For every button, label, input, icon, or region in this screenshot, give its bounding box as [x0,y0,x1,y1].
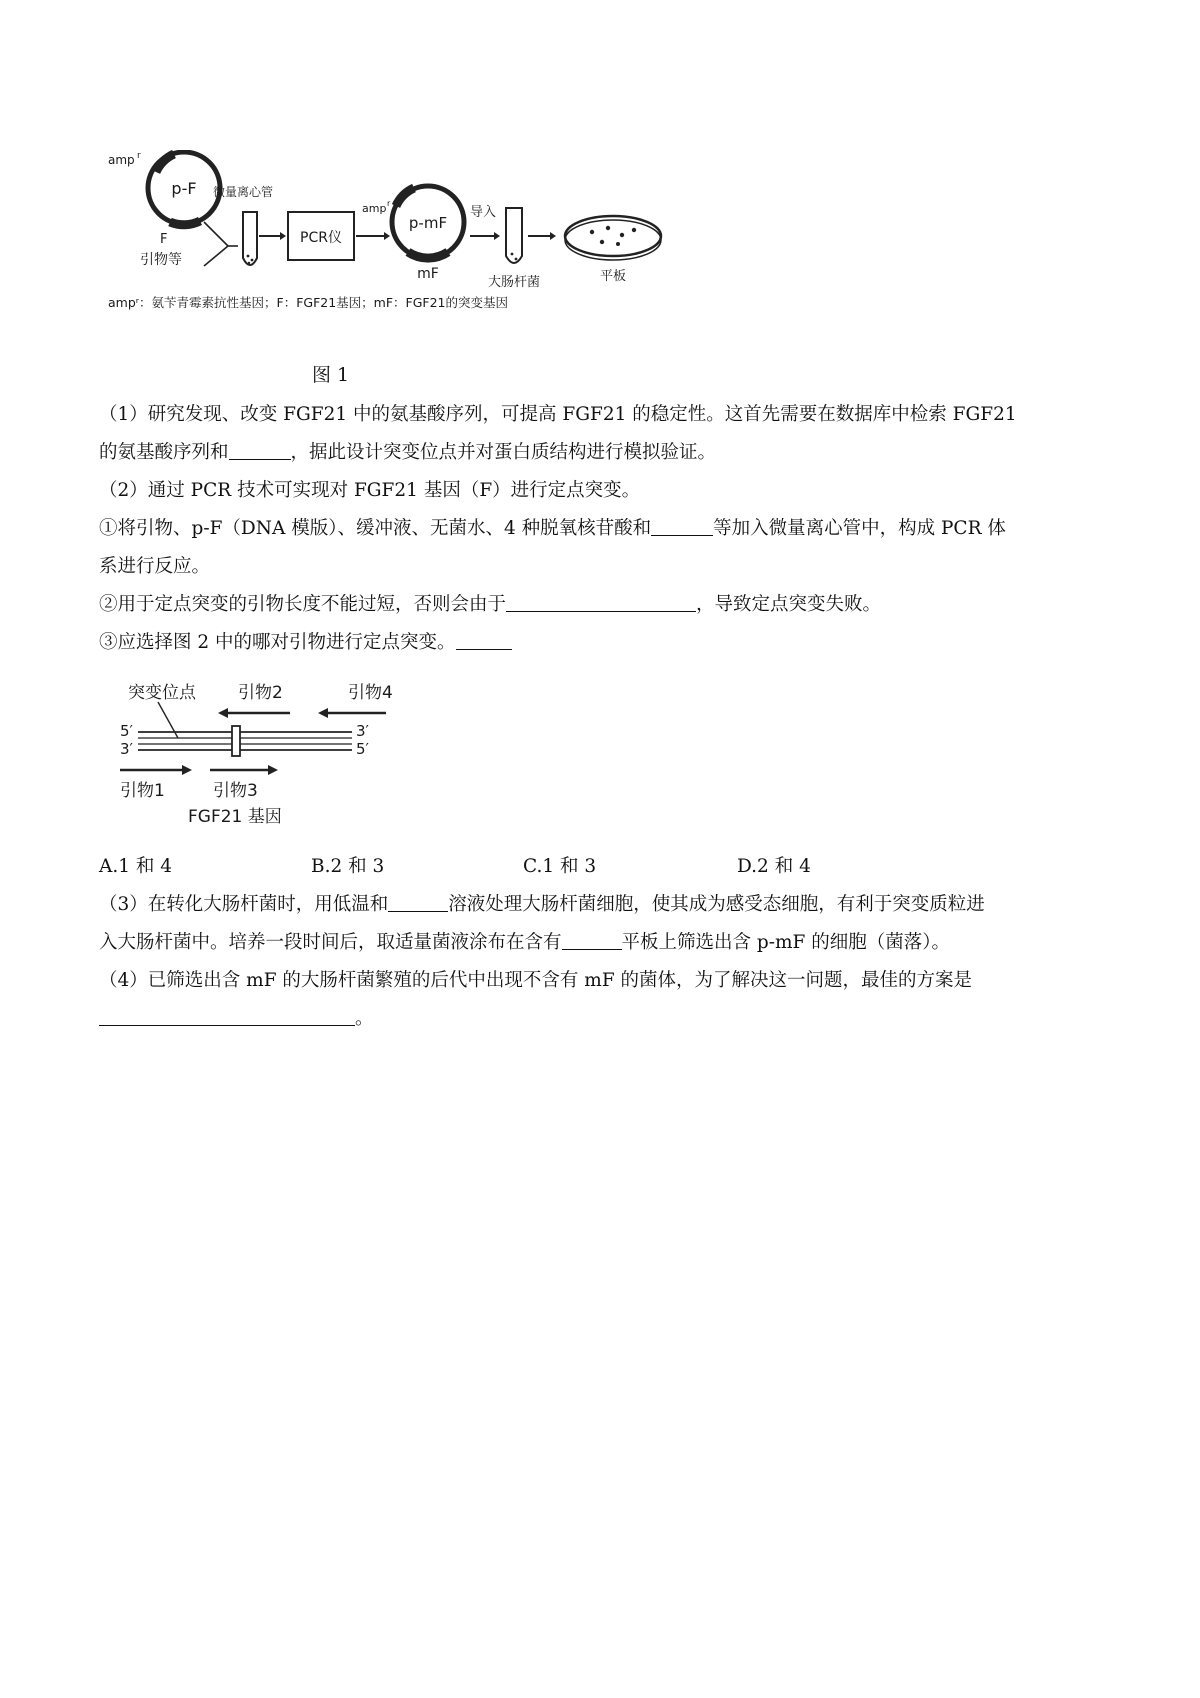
ampr-segment-2 [396,188,414,206]
q4-end-mark: 。 [355,1008,374,1029]
figure-1-legend: ampʳ：氨苄青霉素抗性基因；F：FGF21基因；mF：FGF21的突变基因 [108,295,509,310]
answer-blank-1[interactable] [229,439,291,460]
ampr-sup-2: r [387,199,391,208]
q3-text-a: （3）在转化大肠杆菌时，用低温和 [99,894,389,915]
bottom-strand-5prime: 5′ [356,740,369,758]
plate-label: 平板 [599,269,627,284]
question-2-step-2 [99,586,1111,624]
gene-f-segment [170,221,200,225]
ampr-label-1: amp [108,153,135,167]
ampr-segment-1 [156,154,174,172]
question-2-step-1 [99,510,1111,548]
petri-plate [565,216,661,256]
question-2-step-1-cont: 系进行反应。 [99,556,211,577]
figure-1-diagram [108,150,748,340]
answer-blank-2[interactable] [651,515,713,536]
q2-s3-text: ③应选择图 2 中的哪对引物进行定点突变。 [99,632,456,653]
primer-3-label: 引物3 [213,781,258,801]
q2-s2-text-a: ②用于定点突变的引物长度不能过短，否则会由于 [99,594,507,615]
q1-text-a: 的氨基酸序列和 [99,442,229,463]
question-2 [99,472,1111,662]
plasmid-pmf-label: p-mF [408,214,448,232]
top-strand-5prime: 5′ [120,722,133,740]
answer-blank-5[interactable] [388,891,448,912]
answer-blank-4[interactable] [456,629,512,650]
question-3-line-1 [99,886,1111,924]
mutation-site-label: 突变位点 [128,683,196,703]
primer-4-label: 引物4 [348,683,393,703]
question-4 [99,962,1111,1038]
q1-text-b: ，据此设计突变位点并对蛋白质结构进行模拟验证。 [290,442,717,463]
question-4-line-1: （4）已筛选出含 mF 的大肠杆菌繁殖的后代中出现不含有 mF 的菌体，为了解决这一问题，最佳的方案是 [99,970,973,991]
figure-1-caption: 图 1 [312,364,350,386]
figure-2-diagram [118,678,418,830]
question-1 [99,396,1111,472]
gene-mf-label: mF [417,266,439,282]
q2-s1-text-a: ①将引物、p-F（DNA 模版）、缓冲液、无菌水、4 种脱氧核苷酸和 [99,518,652,539]
q3-text-c: 入大肠杆菌中。培养一段时间后，取适量菌液涂布在含有 [99,932,562,953]
microtube-shape [243,212,257,265]
q2-s2-text-b: ，导致定点突变失败。 [696,594,882,615]
option-d[interactable]: D.2 和 4 [737,856,811,877]
question-3-line-2 [99,924,1111,962]
figure-1-svg [108,150,748,340]
primer-1-label: 引物1 [120,781,165,801]
plasmid-pf-label: p-F [171,179,197,198]
option-a[interactable]: A.1 和 4 [99,856,173,877]
import-label: 导入 [470,205,497,220]
pcr-machine-label: PCR仪 [300,230,342,246]
bottom-strand-3prime: 3′ [120,740,133,758]
q2-s1-text-b: 等加入微量离心管中，构成 PCR 体 [713,518,1006,539]
answer-blank-7[interactable] [99,1005,355,1026]
top-strand-3prime: 3′ [356,722,369,740]
gene-mf-segment [408,252,448,258]
microtube-label: 微量离心管 [213,185,274,199]
q3-text-d: 平板上筛选出含 p-mF 的细胞（菌落）。 [621,932,951,953]
primers-label: 引物等 [140,252,182,268]
ampr-label-2: amp [362,202,387,215]
ecoli-label: 大肠杆菌 [487,275,541,290]
ecoli-tube [506,208,522,263]
figure-2-svg [118,678,418,830]
ampr-sup-1: r [137,151,141,161]
mutation-site-box [232,726,240,756]
option-c[interactable]: C.1 和 3 [523,856,597,877]
question-2-intro: （2）通过 PCR 技术可实现对 FGF21 基因（F）进行定点突变。 [99,480,641,501]
gene-f-label: F [160,232,168,247]
question-2-step-3 [99,624,1111,662]
q3-text-b: 溶液处理大肠杆菌细胞，使其成为感受态细胞，有利于突变质粒进 [448,894,985,915]
fgf21-gene-label: FGF21 基因 [188,807,282,827]
answer-blank-6[interactable] [562,929,622,950]
option-b[interactable]: B.2 和 3 [311,856,385,877]
answer-blank-3[interactable] [506,591,696,612]
question-1-line-2 [99,434,1111,472]
primer-2-label: 引物2 [238,683,283,703]
question-3 [99,886,1111,962]
question-1-line-1: （1）研究发现、改变 FGF21 中的氨基酸序列，可提高 FGF21 的稳定性。这首先需要在数据库中检索 FGF21 [99,404,1017,425]
question-4-line-2 [99,1000,1111,1038]
